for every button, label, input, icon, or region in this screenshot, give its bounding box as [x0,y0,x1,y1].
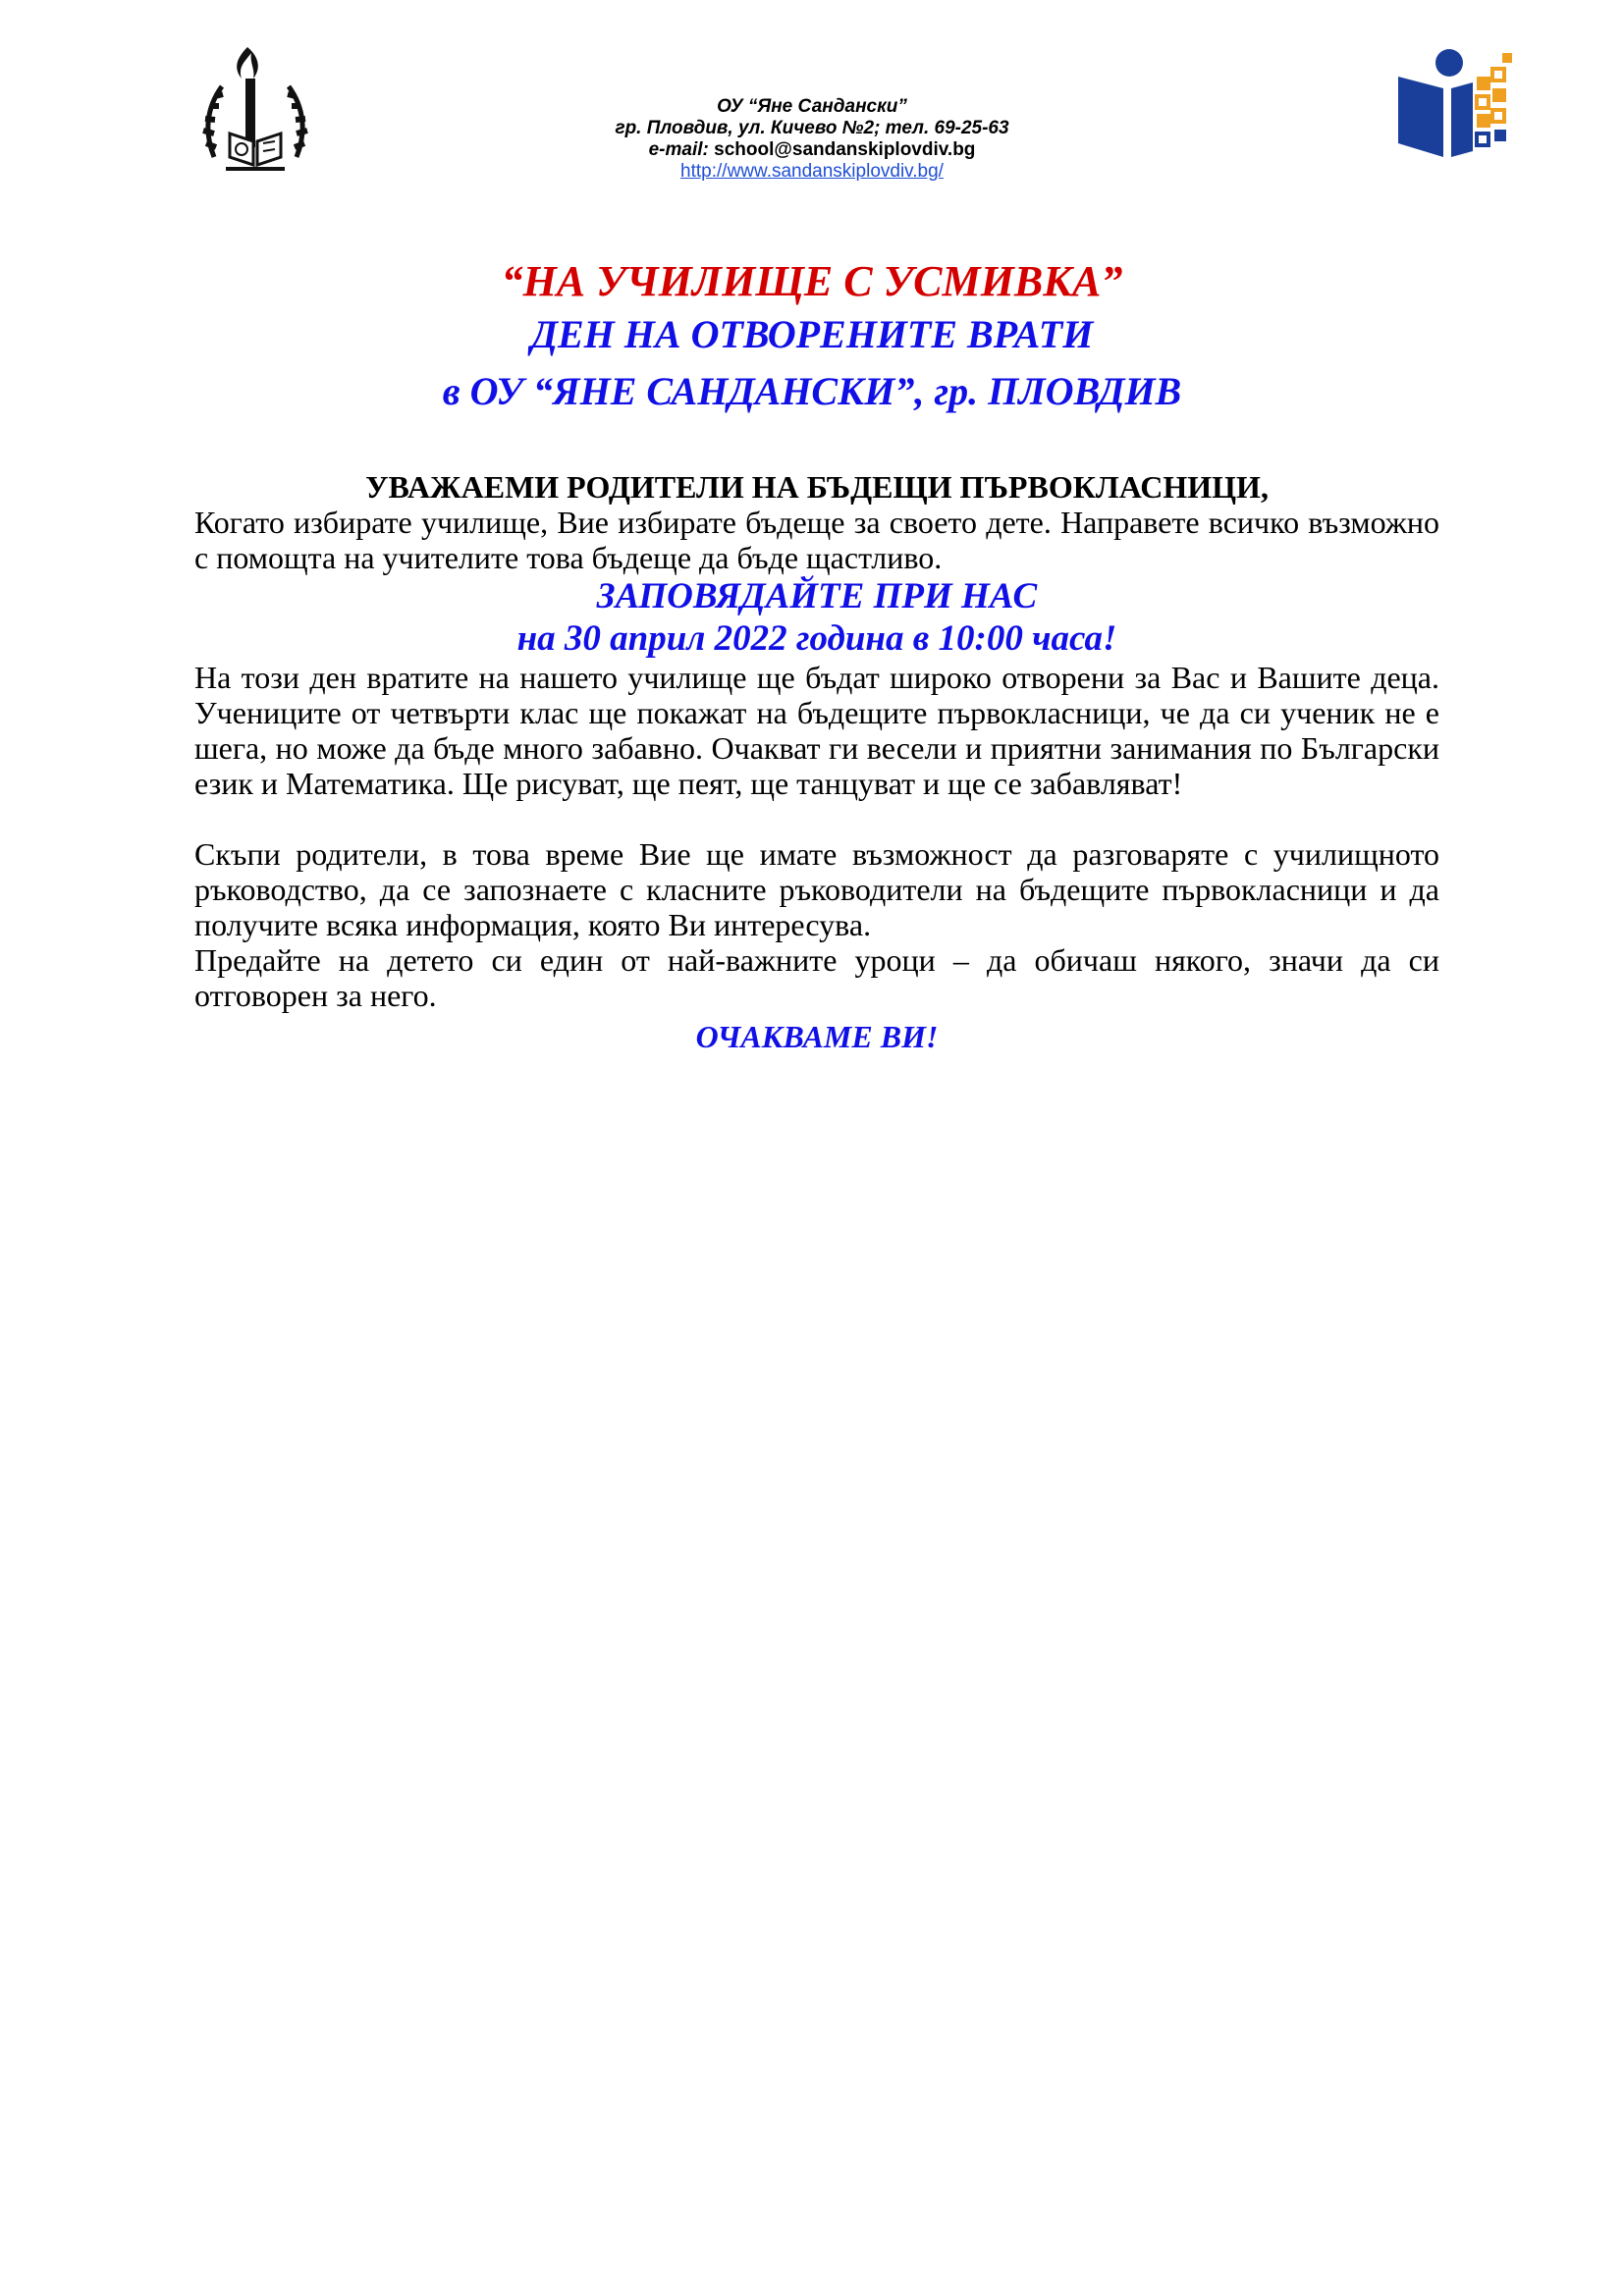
invitation-date: на 30 април 2022 година в 10:00 часа! [516,618,1117,659]
email-label: e-mail: [648,139,709,160]
parents-paragraph: Скъпи родители, в това време Вие ще имате възможност да разговаряте с училищното ръководство, да се запознаете с класните ръководители на бъдещите първокласници и да получите всяка информация, която Ви интересува. [194,836,1439,942]
website-link[interactable]: http://www.sandanskiplovdiv.bg/ [680,161,944,182]
event-description-paragraph: На този ден вратите на нашето училище ще бъдат широко отворени за Вас и Вашите деца. Учениците от четвърти клас ще покажат на бъдещите първокласници, че да си ученик не е шега, но може да бъде много забавно. Очакват ги весели и приятни занимания по Български език и Математика. Ще рисуват, ще пеят, ще танцуват и ще се забавляват! [194,660,1439,801]
school-email [0,139,1624,161]
letterhead [0,96,1624,183]
greeting: УВАЖАЕМИ РОДИТЕЛИ НА БЪДЕЩИ ПЪРВОКЛАСНИЦИ, [365,469,1269,505]
event-title: “НА УЧИЛИЩЕ С УСМИВКА” [501,257,1123,305]
email-value[interactable]: school@sandanskiplovdiv.bg [714,139,976,160]
intro-paragraph: Когато избирате училище, Вие избирате бъдеще за своето дете. Направете всичко възможно с помощта на учителите това бъдеще да бъде щастливо. [194,505,1439,575]
spacer [194,801,1439,836]
school-address: гр. Пловдив, ул. Кичево №2; тел. 69-25-63 [615,118,1009,138]
title-block [0,257,1624,420]
letter-body [194,469,1439,1054]
lesson-paragraph: Предайте на детето си един от най-важните уроци – да обичаш някого, значи да си отговорен за него. [194,942,1439,1013]
invitation-heading: ЗАПОВЯДАЙТЕ ПРИ НАС [596,576,1038,616]
closing-line: ОЧАКВАМЕ ВИ! [695,1019,939,1054]
event-location: в ОУ “ЯНЕ САНДАНСКИ”, гр. ПЛОВДИВ [442,369,1182,413]
event-subtitle: ДЕН НА ОТВОРЕНИТЕ ВРАТИ [530,312,1094,356]
school-name: ОУ “Яне Сандански” [717,96,907,117]
